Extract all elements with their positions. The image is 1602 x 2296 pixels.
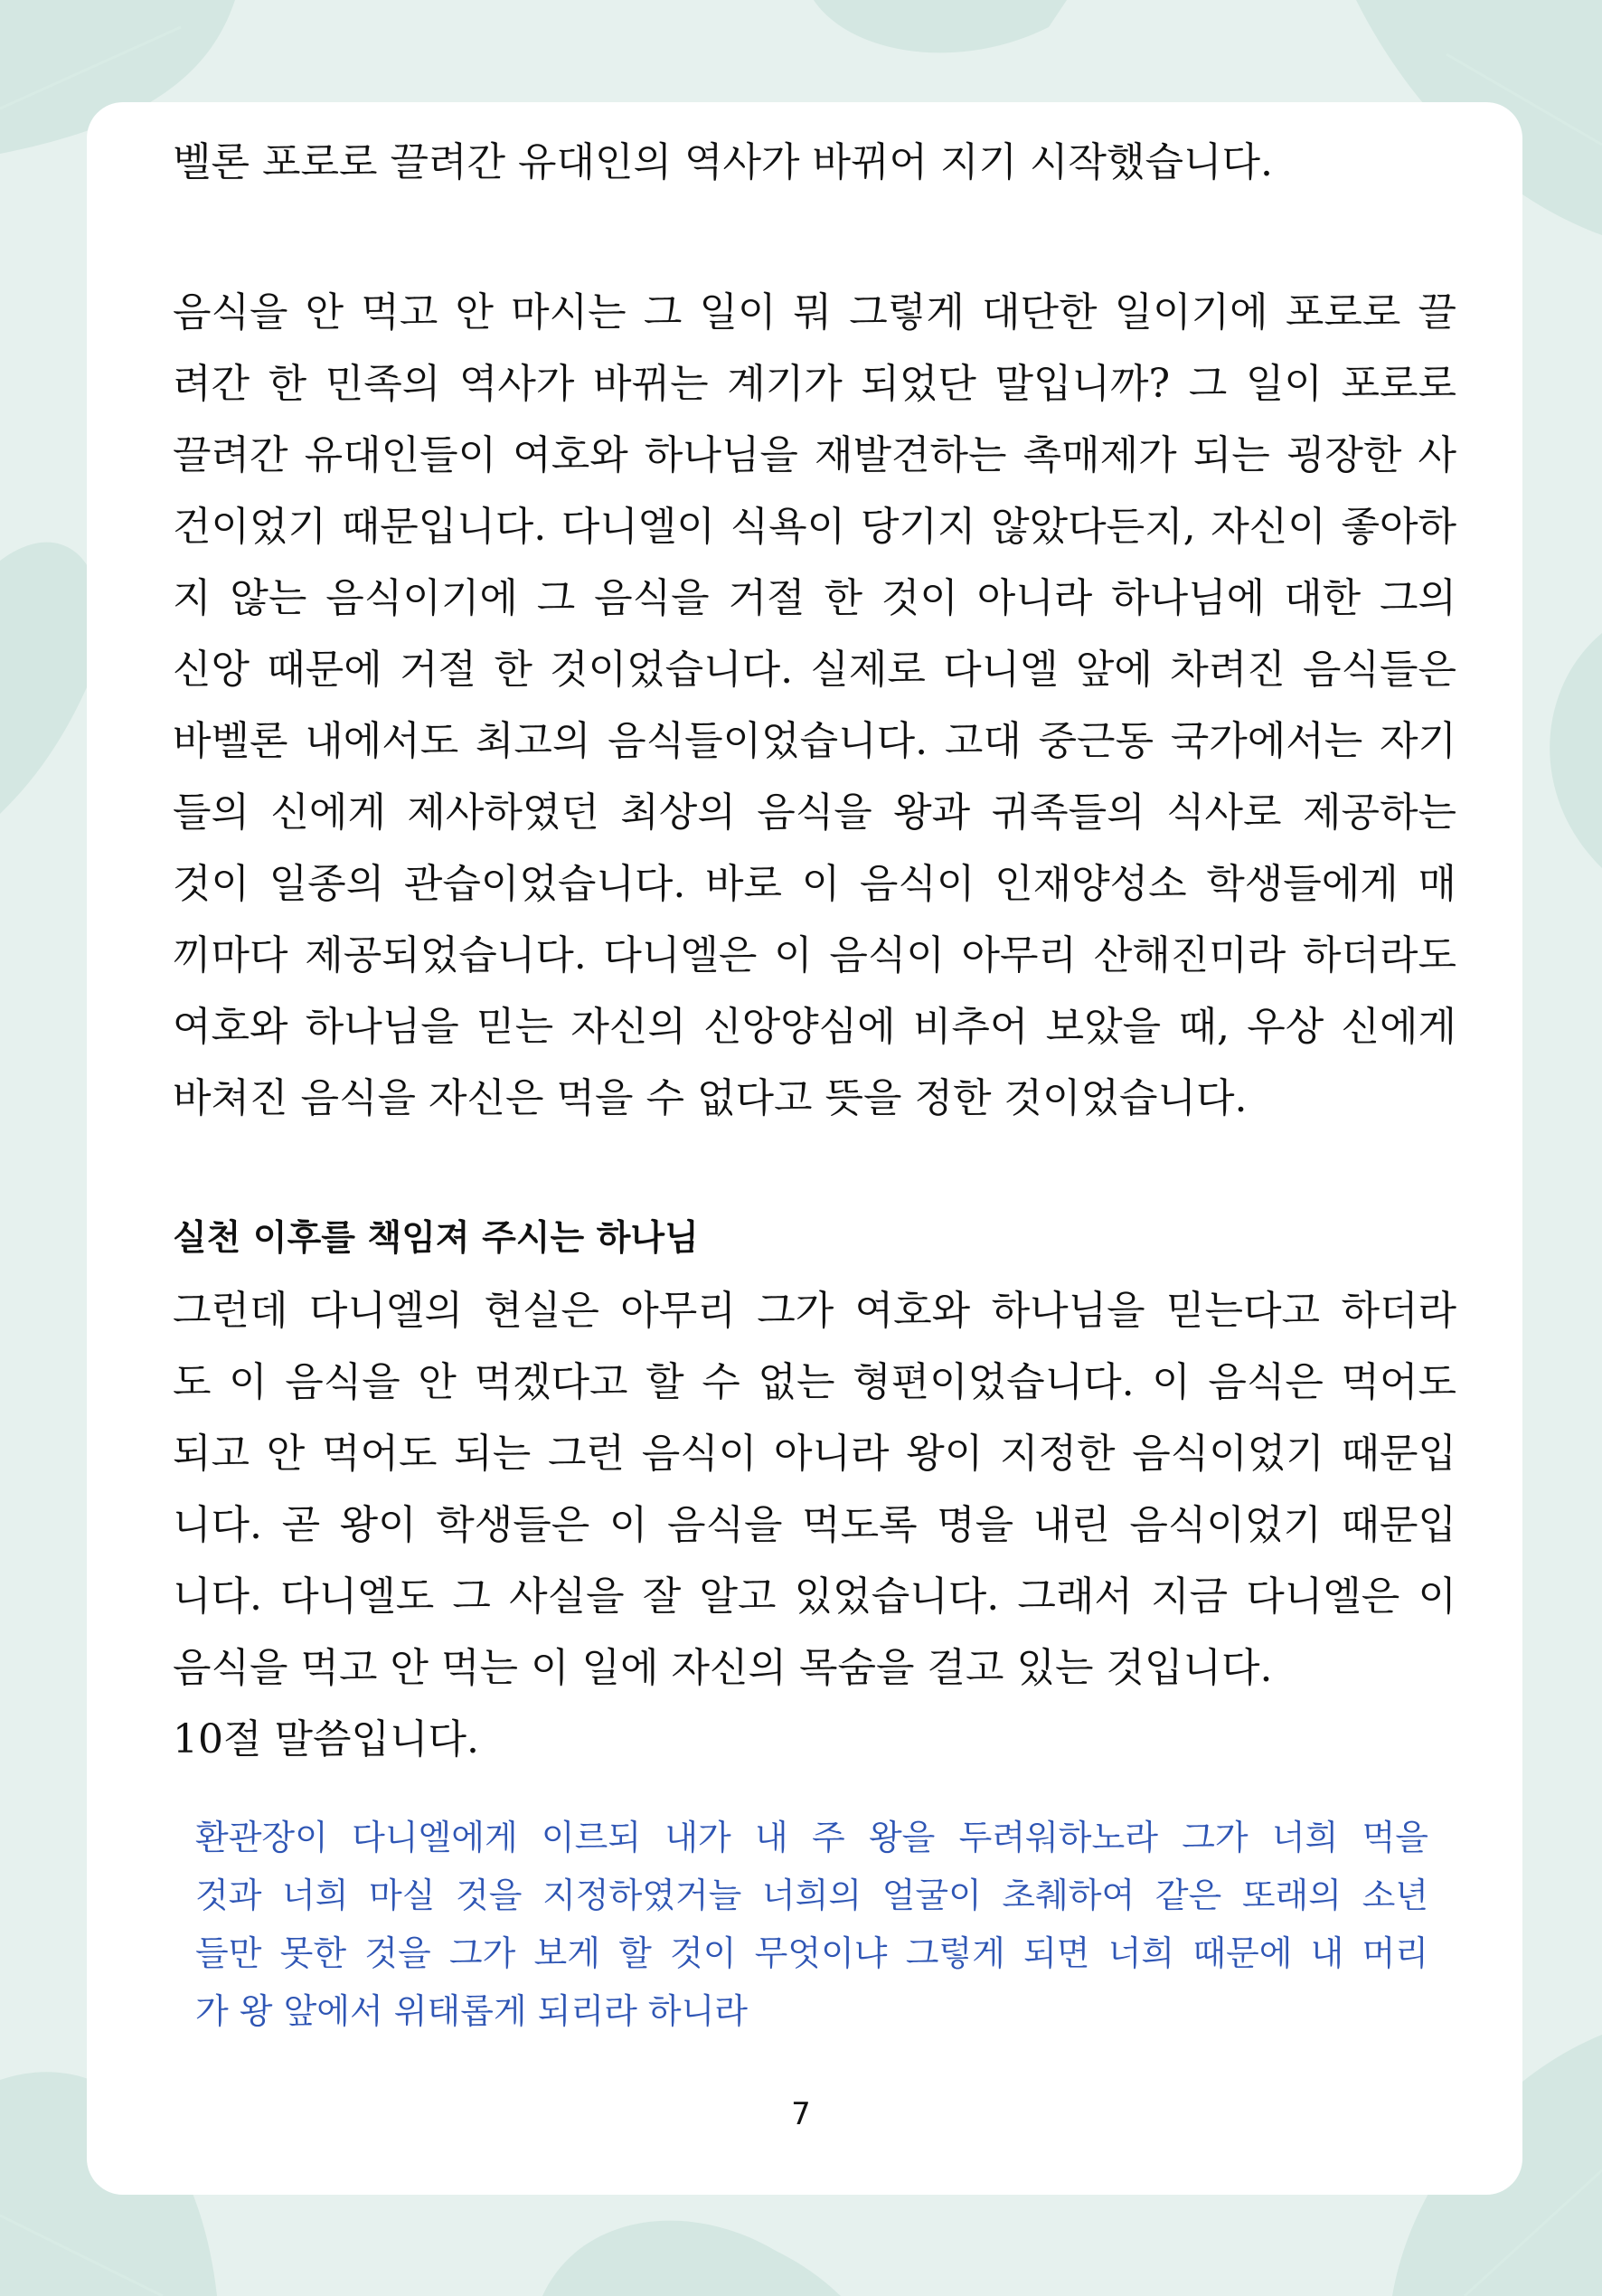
text-line: 음식을 먹고 안 먹는 이 일에 자신의 목숨을 걸고 있는 것입니다. (173, 1645, 1273, 1691)
text-line: 벨론 포로로 끌려간 유대인의 역사가 바뀌어 지기 시작했습니다. (173, 139, 1273, 185)
page-number: 7 (791, 2096, 811, 2132)
text-line: 들의 신에게 제사하였던 최상의 음식을 왕과 귀족들의 식사로 제공하는 (173, 789, 1456, 836)
scripture-quote (195, 1809, 1428, 2040)
quote-line: 환관장이 다니엘에게 이르되 내가 내 주 왕을 두려워하노라 그가 너희 먹을 (195, 1818, 1428, 1857)
text-line: 니다. 곧 왕이 학생들은 이 음식을 먹도록 명을 내린 음식이었기 때문입 (173, 1502, 1456, 1548)
text-line: 니다. 다니엘도 그 사실을 잘 알고 있었습니다. 그래서 지금 다니엘은 이 (173, 1573, 1456, 1620)
quote-line: 것과 너희 마실 것을 지정하였거늘 너희의 얼굴이 초췌하여 같은 또래의 소년 (195, 1876, 1428, 1915)
text-line: 려간 한 민족의 역사가 바뀌는 계기가 되었단 말입니까? 그 일이 포로로 (173, 361, 1456, 407)
quote-line: 가 왕 앞에서 위태롭게 되리라 하니라 (195, 1991, 749, 2031)
text-line: 신앙 때문에 거절 한 것이었습니다. 실제로 다니엘 앞에 차려진 음식들은 (173, 647, 1456, 693)
text-line: 것이 일종의 관습이었습니다. 바로 이 음식이 인재양성소 학생들에게 매 (173, 861, 1456, 907)
text-line: 되고 안 먹어도 되는 그런 음식이 아니라 왕이 지정한 음식이었기 때문입 (173, 1431, 1456, 1477)
text-line: 끌려간 유대인들이 여호와 하나님을 재발견하는 촉매제가 되는 굉장한 사 (173, 432, 1456, 478)
text-line: 10절 말씀입니다. (173, 1716, 479, 1762)
text-line: 끼마다 제공되었습니다. 다니엘은 이 음식이 아무리 산해진미라 하더라도 (173, 932, 1456, 978)
text-line: 그런데 다니엘의 현실은 아무리 그가 여호와 하나님을 믿는다고 하더라 (173, 1288, 1456, 1334)
section-heading: 실천 이후를 책임져 주시는 하나님 (173, 1218, 699, 1259)
quote-line: 들만 못한 것을 그가 보게 할 것이 무엇이냐 그렇게 되면 너희 때문에 내 머리 (195, 1933, 1428, 1973)
text-line: 건이었기 때문입니다. 다니엘이 식욕이 당기지 않았다든지, 자신이 좋아하 (173, 504, 1456, 550)
text-line: 지 않는 음식이기에 그 음식을 거절 한 것이 아니라 하나님에 대한 그의 (173, 575, 1456, 621)
text-line: 바쳐진 음식을 자신은 먹을 수 없다고 뜻을 정한 것이었습니다. (173, 1075, 1248, 1121)
paragraph-intro (173, 127, 1456, 198)
text-line: 여호와 하나님을 믿는 자신의 신앙양심에 비추어 보았을 때, 우상 신에게 (173, 1004, 1456, 1050)
paragraph-body-1 (173, 277, 1456, 1134)
text-line: 도 이 음식을 안 먹겠다고 할 수 없는 형편이었습니다. 이 음식은 먹어도 (173, 1359, 1456, 1405)
text-line: 바벨론 내에서도 최고의 음식들이었습니다. 고대 중근동 국가에서는 자기 (173, 718, 1456, 764)
paragraph-body-2 (173, 1275, 1456, 1775)
text-line: 음식을 안 먹고 안 마시는 그 일이 뭐 그렇게 대단한 일이기에 포로로 끌 (173, 289, 1456, 335)
